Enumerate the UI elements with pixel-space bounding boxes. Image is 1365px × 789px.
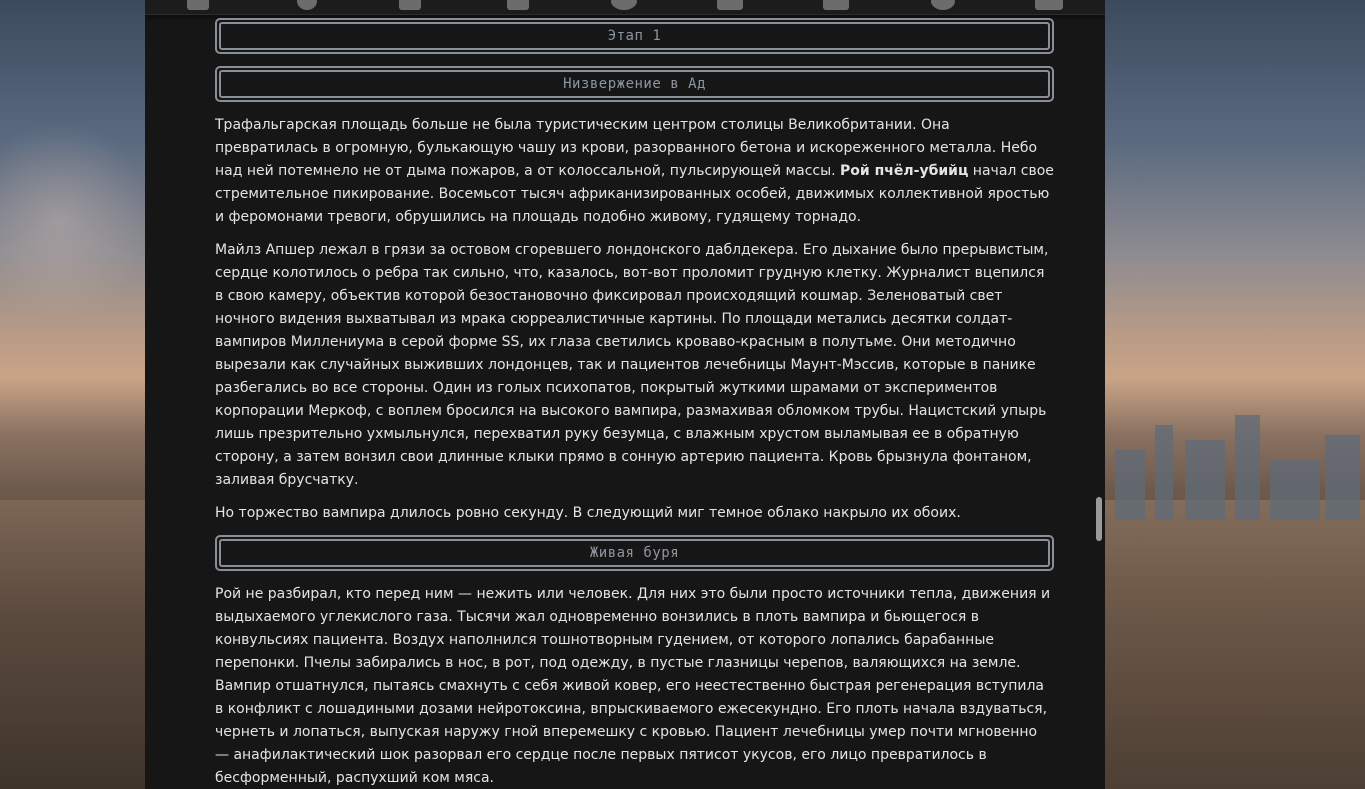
book-icon[interactable] [717, 0, 743, 10]
top-toolbar [145, 0, 1105, 15]
section-title-2: Живая буря [219, 539, 1050, 567]
printer-icon[interactable] [507, 0, 529, 10]
pin-icon[interactable] [297, 0, 317, 10]
section-header-2 [215, 535, 1054, 571]
bold-phrase: Рой пчёл-убийц [840, 163, 969, 179]
scrollbar-thumb[interactable] [1096, 497, 1102, 541]
story-panel [145, 0, 1105, 789]
background-cloud [0, 120, 150, 320]
cloud-icon[interactable] [611, 0, 637, 10]
background-spires [1105, 410, 1365, 520]
background-desert-right [1103, 500, 1365, 789]
story-paragraph-4: Рой не разбирал, кто перед ним — нежить или человек. Для них это были просто источники тепла, движения и выдыхаемого углекислого газа. Тысячи жал одновременно вонзились в плоть вампира и бьющегося в конвульсиях пациента. Воздух наполнился тошнотворным гудением, от которого лопались барабанные перепонки. Пчелы забирались в нос, в рот, под одежду, в пустые глазницы черепов, валяющихся на земле. Вампир отшатнулся, пытаясь смахнуть с себя живой ковер, его неестественно быстрая регенерация вступила в конфликт с лошадиными дозами нейротоксина, впрыскиваемого ежесекундно. Его плоть начала вздуваться, чернеть и лопаться, выпуская наружу гной вперемешку с кровью. Пациент лечебницы умер почти мгновенно — анафилактический шок разорвал его сердце после первых пятисот укусов, его лицо превратилось в бесформенный, распухший ком мяса. [215, 586, 1051, 786]
stage-title: Этап 1 [219, 22, 1050, 50]
story-paragraph-2: Майлз Апшер лежал в грязи за остовом сгоревшего лондонского даблдекера. Его дыхание было прерывистым, сердце колотилось о ребра так сильно, что, казалось, вот-вот проломит грудную клетку. Журналист вцепился в свою камеру, объектив которой безостановочно фиксировал происходящий кошмар. Зеленоватый свет ночного видения выхватывал из мрака сюрреалистичные картины. По площади метались десятки солдат-вампиров Миллениума в серой форме SS, их глаза светились кроваво-красным в полутьме. Они методично вырезали как случайных выживших лондонцев, так и пациентов лечебницы Маунт-Мэссив, которые в панике разбегались во все стороны. Один из голых психопатов, покрытый жуткими шрамами от экспериментов корпорации Меркоф, с воплем бросился на высокого вампира, размахивая обломком трубы. Нацистский упырь лишь презрительно ухмыльнулся, перехватил руку безумца, с влажным хрустом выламывая ее в обратную сторону, а затем вонзил свои длинные клыки прямо в сонную артерию пациента. Кровь брызнула фонтаном, заливая брусчатку. [215, 242, 1049, 488]
globe-icon[interactable] [931, 0, 955, 10]
background-desert-left [0, 500, 150, 789]
story-paragraph-1: Трафальгарская площадь больше не была туристическим центром столицы Великобритании. Она превратилась в огромную, булькающую чашу из крови, разорванного бетона и искореженного металла. Небо над ней потемнело не от дыма пожаров, а от колоссальной, пульсирующей массы. Рой пчёл-убийц начал свое стремительное пикирование. Восемьсот тысяч африканизированных особей, движимых коллективной яростью и феромонами тревоги, обрушились на площадь подобно живому, гудящему торнадо. [215, 117, 1054, 225]
chapter-header [215, 66, 1054, 102]
stage-header [215, 18, 1054, 54]
folder-icon[interactable] [1035, 0, 1063, 10]
story-content [215, 18, 1055, 789]
chapter-title: Низвержение в Ад [219, 70, 1050, 98]
sliders-icon[interactable] [187, 0, 209, 10]
story-paragraph-3: Но торжество вампира длилось ровно секунду. В следующий миг темное облако накрыло их обоих. [215, 505, 961, 521]
text-icon[interactable] [399, 0, 421, 10]
map-icon[interactable] [823, 0, 849, 10]
